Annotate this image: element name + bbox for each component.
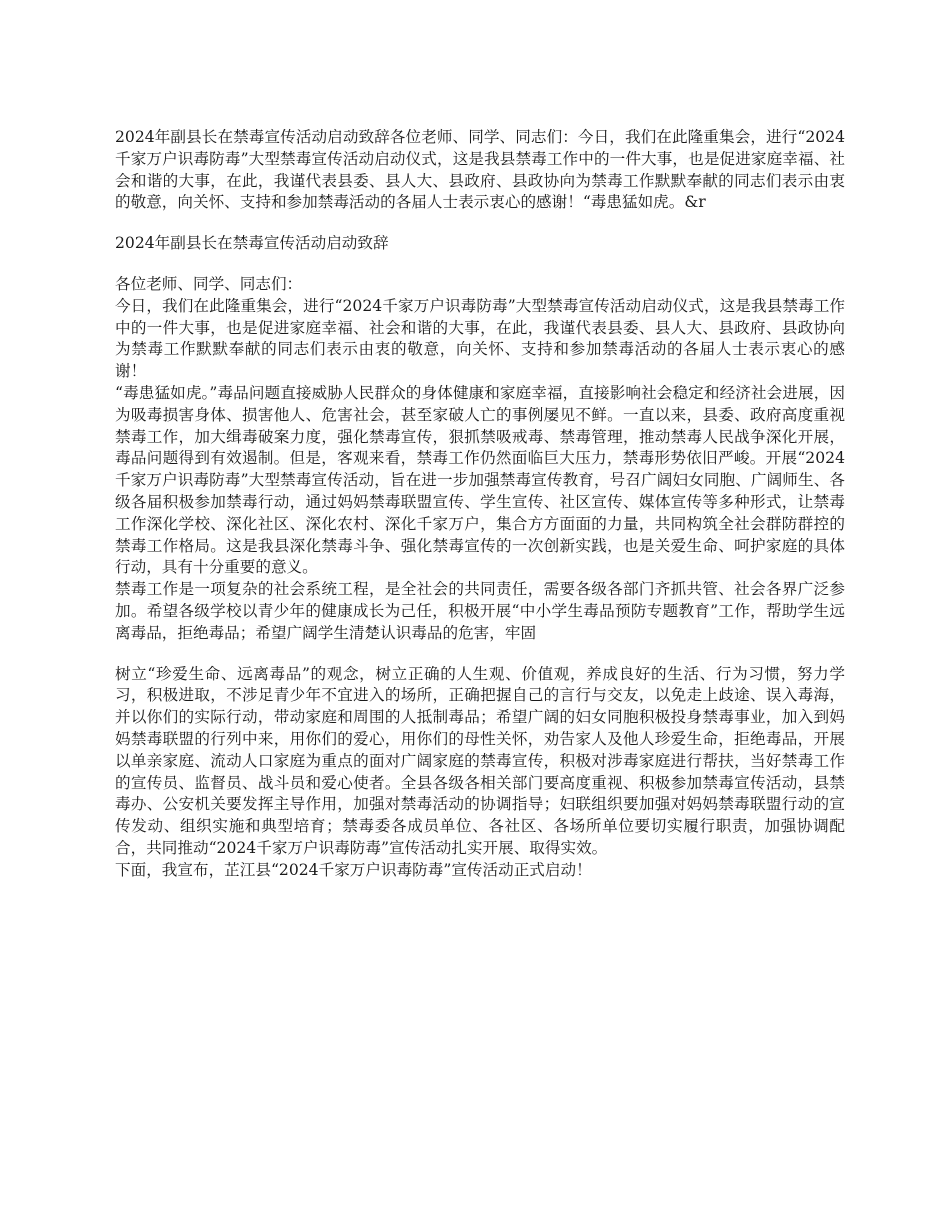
- paragraph-gap: [115, 645, 845, 664]
- body-text-part1: 今日，我们在此隆重集会，进行“2024千家万户识毒防毒”大型禁毒宣传活动启动仪式，这是我县禁毒工作中的一件大事，也是促进家庭幸福、社会和谐的大事，在此，我谨代表县委、县人大、县政府、县政协向为禁毒工作默默奉献的同志们表示由衷的敬意，向关怀、支持和参加禁毒活动的各届人士表示衷心的感谢！ “毒患猛如虎。”毒品问题直接威胁人民群众的身体健康和家庭幸福，直接影响社会稳定和经济社会进展，因为吸毒损害身体、损害他人、危害社会，甚至家破人亡的事例屡见不鲜。一直以来，县委、政府高度重视禁毒工作，加大缉毒破案力度，强化禁毒宣传，狠抓禁吸戒毒、禁毒管理，推动禁毒人民战争深化开展，毒品问题得到有效遏制。但是，客观来看，禁毒工作仍然面临巨大压力，禁毒形势依旧严峻。开展“2024千家万户识毒防毒”大型禁毒宣传活动，旨在进一步加强禁毒宣传教育，号召广阔妇女同胞、广阔师生、各级各届积极参加禁毒行动，通过妈妈禁毒联盟宣传、学生宣传、社区宣传、媒体宣传等多种形式，让禁毒工作深化学校、深化社区、深化农村、深化千家万户，集合方方面面的力量，共同构筑全社会群防群控的禁毒工作格局。这是我县深化禁毒斗争、强化禁毒宣传的一次创新实践，也是关爱生命、呵护家庭的具体行动，具有十分重要的意义。 禁毒工作是一项复杂的社会系统工程，是全社会的共同责任，需要各级各部门齐抓共管、社会各界广泛参加。希望各级学校以青少年的健康成长为己任，积极开展“中小学生毒品预防专题教育”工作，帮助学生远离毒品，拒绝毒品；希望广阔学生清楚认识毒品的危害，牢固: [115, 296, 845, 642]
- greeting: 各位老师、同学、同志们：: [115, 274, 303, 293]
- document-title: 2024年副县长在禁毒宣传活动启动致辞: [115, 234, 389, 253]
- summary-paragraph: 2024年副县长在禁毒宣传活动启动致辞各位老师、同学、同志们：今日，我们在此隆重集会，进行“2024千家万户识毒防毒”大型禁毒宣传活动启动仪式，这是我县禁毒工作中的一件大事，也是促进家庭幸福、社会和谐的大事，在此，我谨代表县委、县人大、县政府、县政协向为禁毒工作默默奉献的同志们表示由衷的敬意，向关怀、支持和参加禁毒活动的各届人士表示衷心的感谢！“毒患猛如虎。&r: [115, 128, 845, 212]
- body-text-part2: 树立“珍爱生命、远离毒品”的观念，树立正确的人生观、价值观，养成良好的生活、行为习惯，努力学习，积极进取，不涉足青少年不宜进入的场所，正确把握自己的言行与交友，以免走上歧途、误入毒海，并以你们的实际行动，带动家庭和周围的人抵制毒品；希望广阔的妇女同胞积极投身禁毒事业，加入到妈妈禁毒联盟的行列中来，用你们的爱心，用你们的母性关怀，劝告家人及他人珍爱生命，拒绝毒品，开展以单亲家庭、流动人口家庭为重点的面对广阔家庭的禁毒宣传，积极对涉毒家庭进行帮扶，当好禁毒工作的宣传员、监督员、战斗员和爱心使者。全县各级各相关部门要高度重视、积极参加禁毒宣传活动，县禁毒办、公安机关要发挥主导作用，加强对禁毒活动的协调指导；妇联组织要加强对妈妈禁毒联盟行动的宣传发动、组织实施和典型培育；禁毒委各成员单位、各社区、各场所单位要切实履行职责，加强协调配合，共同推动“2024千家万户识毒防毒”宣传活动扎实开展、取得实效。 下面，我宣布，芷江县“2024千家万户识毒防毒”宣传活动正式启动！: [115, 664, 845, 879]
- paragraph-gap: [115, 255, 845, 274]
- document-body: [115, 127, 845, 882]
- paragraph-gap: [115, 214, 845, 233]
